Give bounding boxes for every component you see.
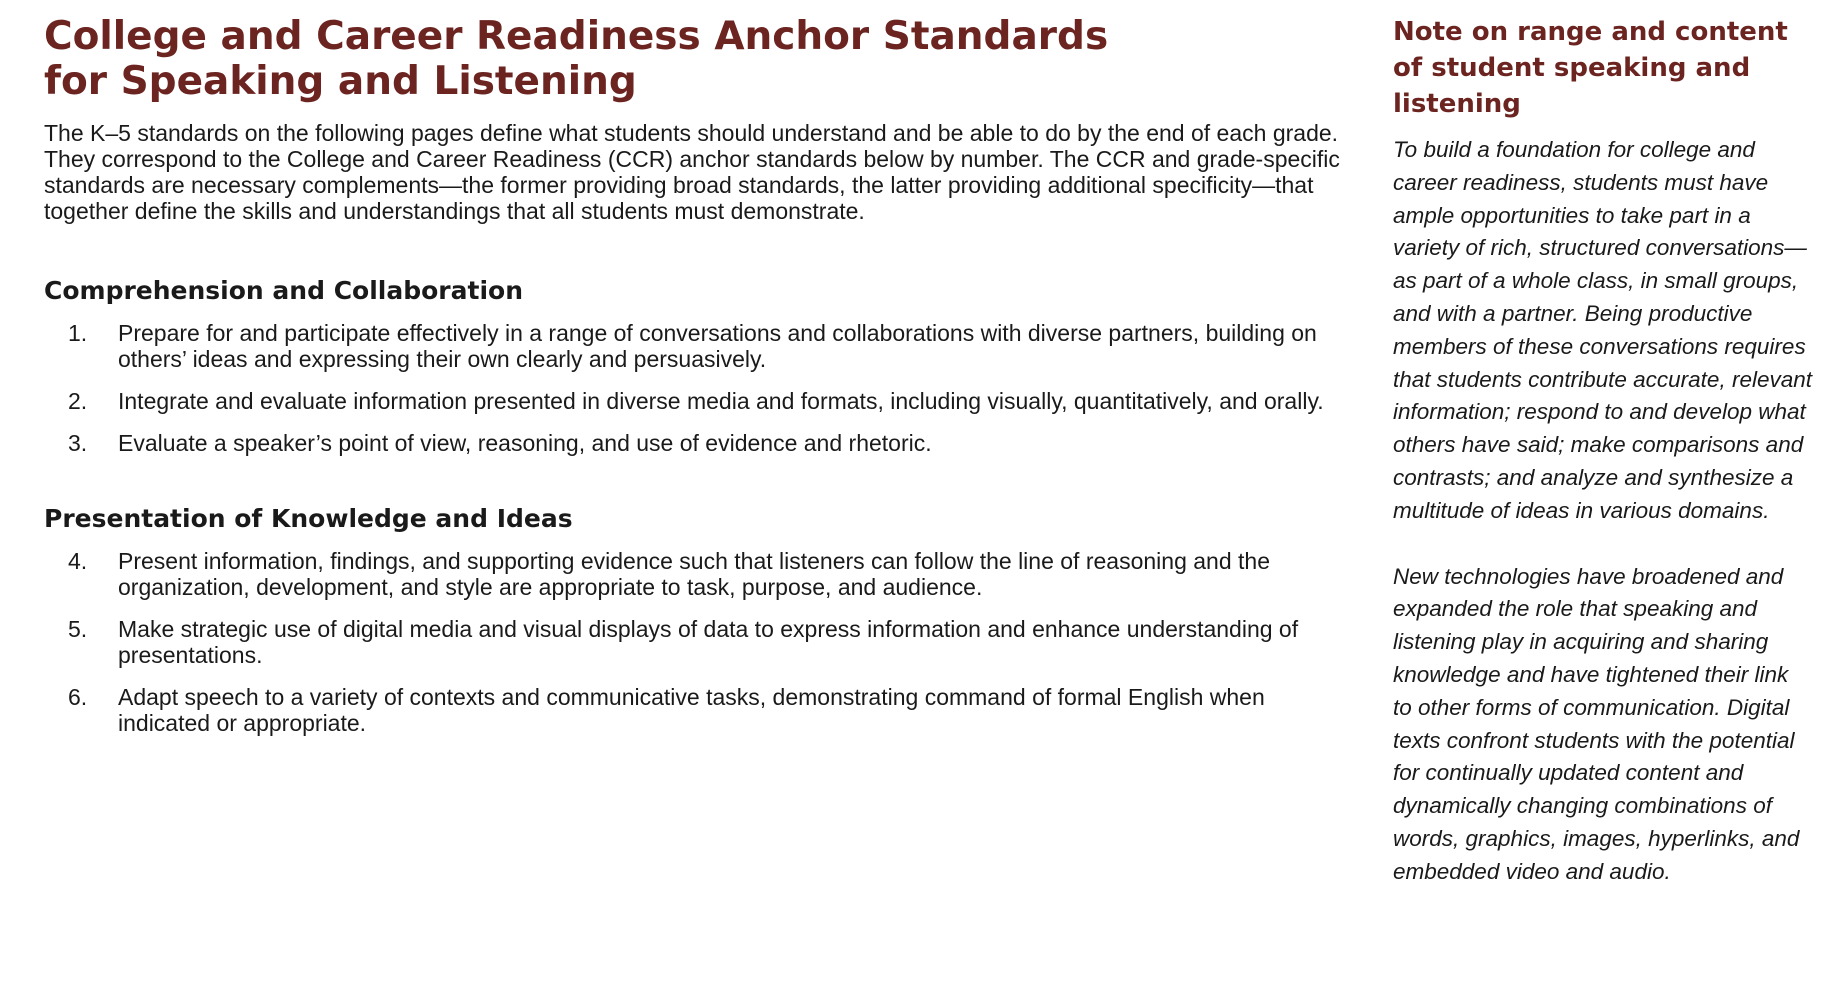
standards-list-presentation xyxy=(44,548,1354,736)
page-title xyxy=(44,14,1354,104)
standard-text: Present information, findings, and supporting evidence such that listeners can follow the line of reasoning and the organization, development, and style are appropriate to task, purpose, and audience. xyxy=(118,548,1270,600)
intro-paragraph: The K–5 standards on the following pages define what students should understand and be able to do by the end of each grade. They correspond to the College and Career Readiness (CCR) anchor standards below by number. The CCR and grade-specific standards are necessary complements—the former providing broad standards, the latter providing additional specificity—that together define the skills and understandings that all students must demonstrate. xyxy=(44,120,1340,224)
page-title-line-2: for Speaking and Listening xyxy=(44,59,637,104)
standard-number: 4. xyxy=(68,548,88,574)
standard-text: Integrate and evaluate information presented in diverse media and formats, including visually, quantitatively, and orally. xyxy=(118,388,1324,414)
standard-number: 3. xyxy=(68,430,88,456)
standard-item-6 xyxy=(44,684,1354,736)
standard-item-3 xyxy=(44,430,1354,456)
standard-text: Make strategic use of digital media and visual displays of data to express information and enhance understanding of presentations. xyxy=(118,616,1299,668)
sidebar-title: Note on range and content of student speaking and listening xyxy=(1393,17,1788,119)
sidebar-paragraph-2: New technologies have broadened and expanded the role that speaking and listening play in acquiring and sharing knowledge and have tightened their link to other forms of communication. Digital texts confront students with the potential for continually updated content and dynamically changing combinations of words, graphics, images, hyperlinks, and embedded video and audio. xyxy=(1393,563,1800,884)
standard-item-2 xyxy=(44,388,1354,414)
standard-number: 2. xyxy=(68,388,88,414)
standard-number: 6. xyxy=(68,684,88,710)
standard-number: 1. xyxy=(68,320,88,346)
page-title-line-1: College and Career Readiness Anchor Standards xyxy=(44,14,1109,59)
standard-item-4 xyxy=(44,548,1354,600)
standard-item-1 xyxy=(44,320,1354,372)
sidebar-note xyxy=(1393,14,1813,889)
standard-item-5 xyxy=(44,616,1354,668)
section-heading-presentation: Presentation of Knowledge and Ideas xyxy=(44,504,573,533)
standard-text: Prepare for and participate effectively in a range of conversations and collaborations with diverse partners, building on others’ ideas and expressing their own clearly and persuasively. xyxy=(118,320,1317,372)
standard-text: Evaluate a speaker’s point of view, reasoning, and use of evidence and rhetoric. xyxy=(118,430,932,456)
standard-text: Adapt speech to a variety of contexts and communicative tasks, demonstrating command of formal English when indicated or appropriate. xyxy=(118,684,1265,736)
standards-list-comprehension xyxy=(44,320,1354,456)
section-heading-comprehension: Comprehension and Collaboration xyxy=(44,276,523,305)
main-content xyxy=(44,14,1354,752)
standard-number: 5. xyxy=(68,616,88,642)
sidebar-paragraph-1: To build a foundation for college and career readiness, students must have ample opportunities to take part in a variety of rich, structured conversations—as part of a whole class, in small groups, and with a partner. Being productive members of these conversations requires that students contribute accurate, relevant information; respond to and develop what others have said; make comparisons and contrasts; and analyze and synthesize a multitude of ideas in various domains. xyxy=(1393,137,1812,523)
